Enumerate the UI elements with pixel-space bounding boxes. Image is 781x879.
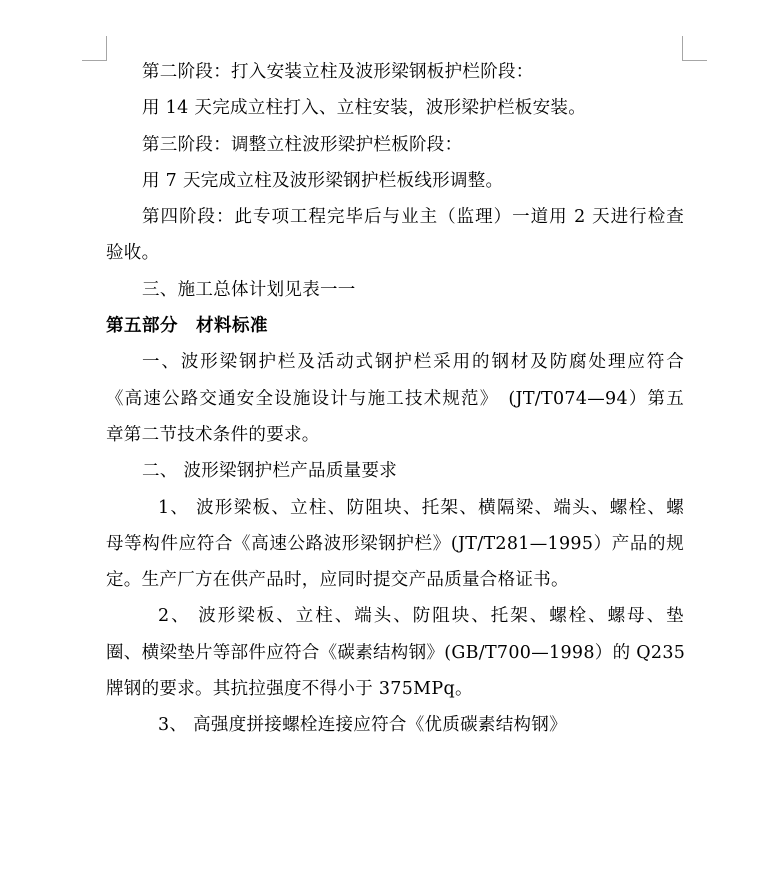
paragraph-stage-three-detail: 用 7 天完成立柱及波形梁钢护栏板线形调整。 [142, 170, 504, 191]
paragraph-stage-four-line2: 验收。 [106, 243, 160, 264]
paragraph-steel-requirement-line2: 《高速公路交通安全设施设计与施工技术规范》 (JT/T074—94）第五 [106, 388, 684, 409]
item-one-line1: 1、 波形梁板、立柱、防阻块、托架、横隔梁、端头、螺栓、螺 [158, 497, 684, 518]
paragraph-stage-two-detail: 用 14 天完成立柱打入、立柱安装，波形梁护栏板安装。 [142, 98, 586, 119]
item-two-line1: 2、 波形梁板、立柱、端头、防阻块、托架、螺栓、螺母、垫 [158, 606, 684, 627]
item-two-line2: 圈、横梁垫片等部件应符合《碳素结构钢》(GB/T700—1998）的 Q235 [106, 642, 686, 663]
item-two-line3: 牌钢的要求。其抗拉强度不得小于 375MPq。 [106, 679, 473, 700]
paragraph-stage-four-line1: 第四阶段：此专项工程完毕后与业主（监理）一道用 2 天进行检查 [142, 207, 684, 228]
top-left-margin-mark [82, 36, 107, 61]
item-three-line1: 3、 高强度拼接螺栓连接应符合《优质碳素结构钢》 [158, 715, 567, 736]
top-right-margin-mark [682, 36, 707, 61]
item-one-line3: 定。生产厂方在供产品时，应同时提交产品质量合格证书。 [106, 570, 569, 591]
paragraph-steel-requirement-line1: 一、波形梁钢护栏及活动式钢护栏采用的钢材及防腐处理应符合 [142, 352, 684, 373]
section-heading-part-five: 第五部分 材料标准 [106, 316, 268, 337]
item-one-line2: 母等构件应符合《高速公路波形梁钢护栏》(JT/T281—1995）产品的规 [106, 533, 684, 554]
subheading-quality-requirements: 二、 波形梁钢护栏产品质量要求 [142, 461, 398, 482]
document-body [106, 54, 684, 744]
paragraph-stage-three-heading: 第三阶段：调整立柱波形梁护栏板阶段： [142, 134, 463, 155]
paragraph-schedule-reference: 三、施工总体计划见表一一 [142, 279, 356, 300]
paragraph-stage-two-heading: 第二阶段：打入安装立柱及波形梁钢板护栏阶段： [142, 62, 534, 82]
paragraph-steel-requirement-line3: 章第二节技术条件的要求。 [106, 424, 320, 445]
